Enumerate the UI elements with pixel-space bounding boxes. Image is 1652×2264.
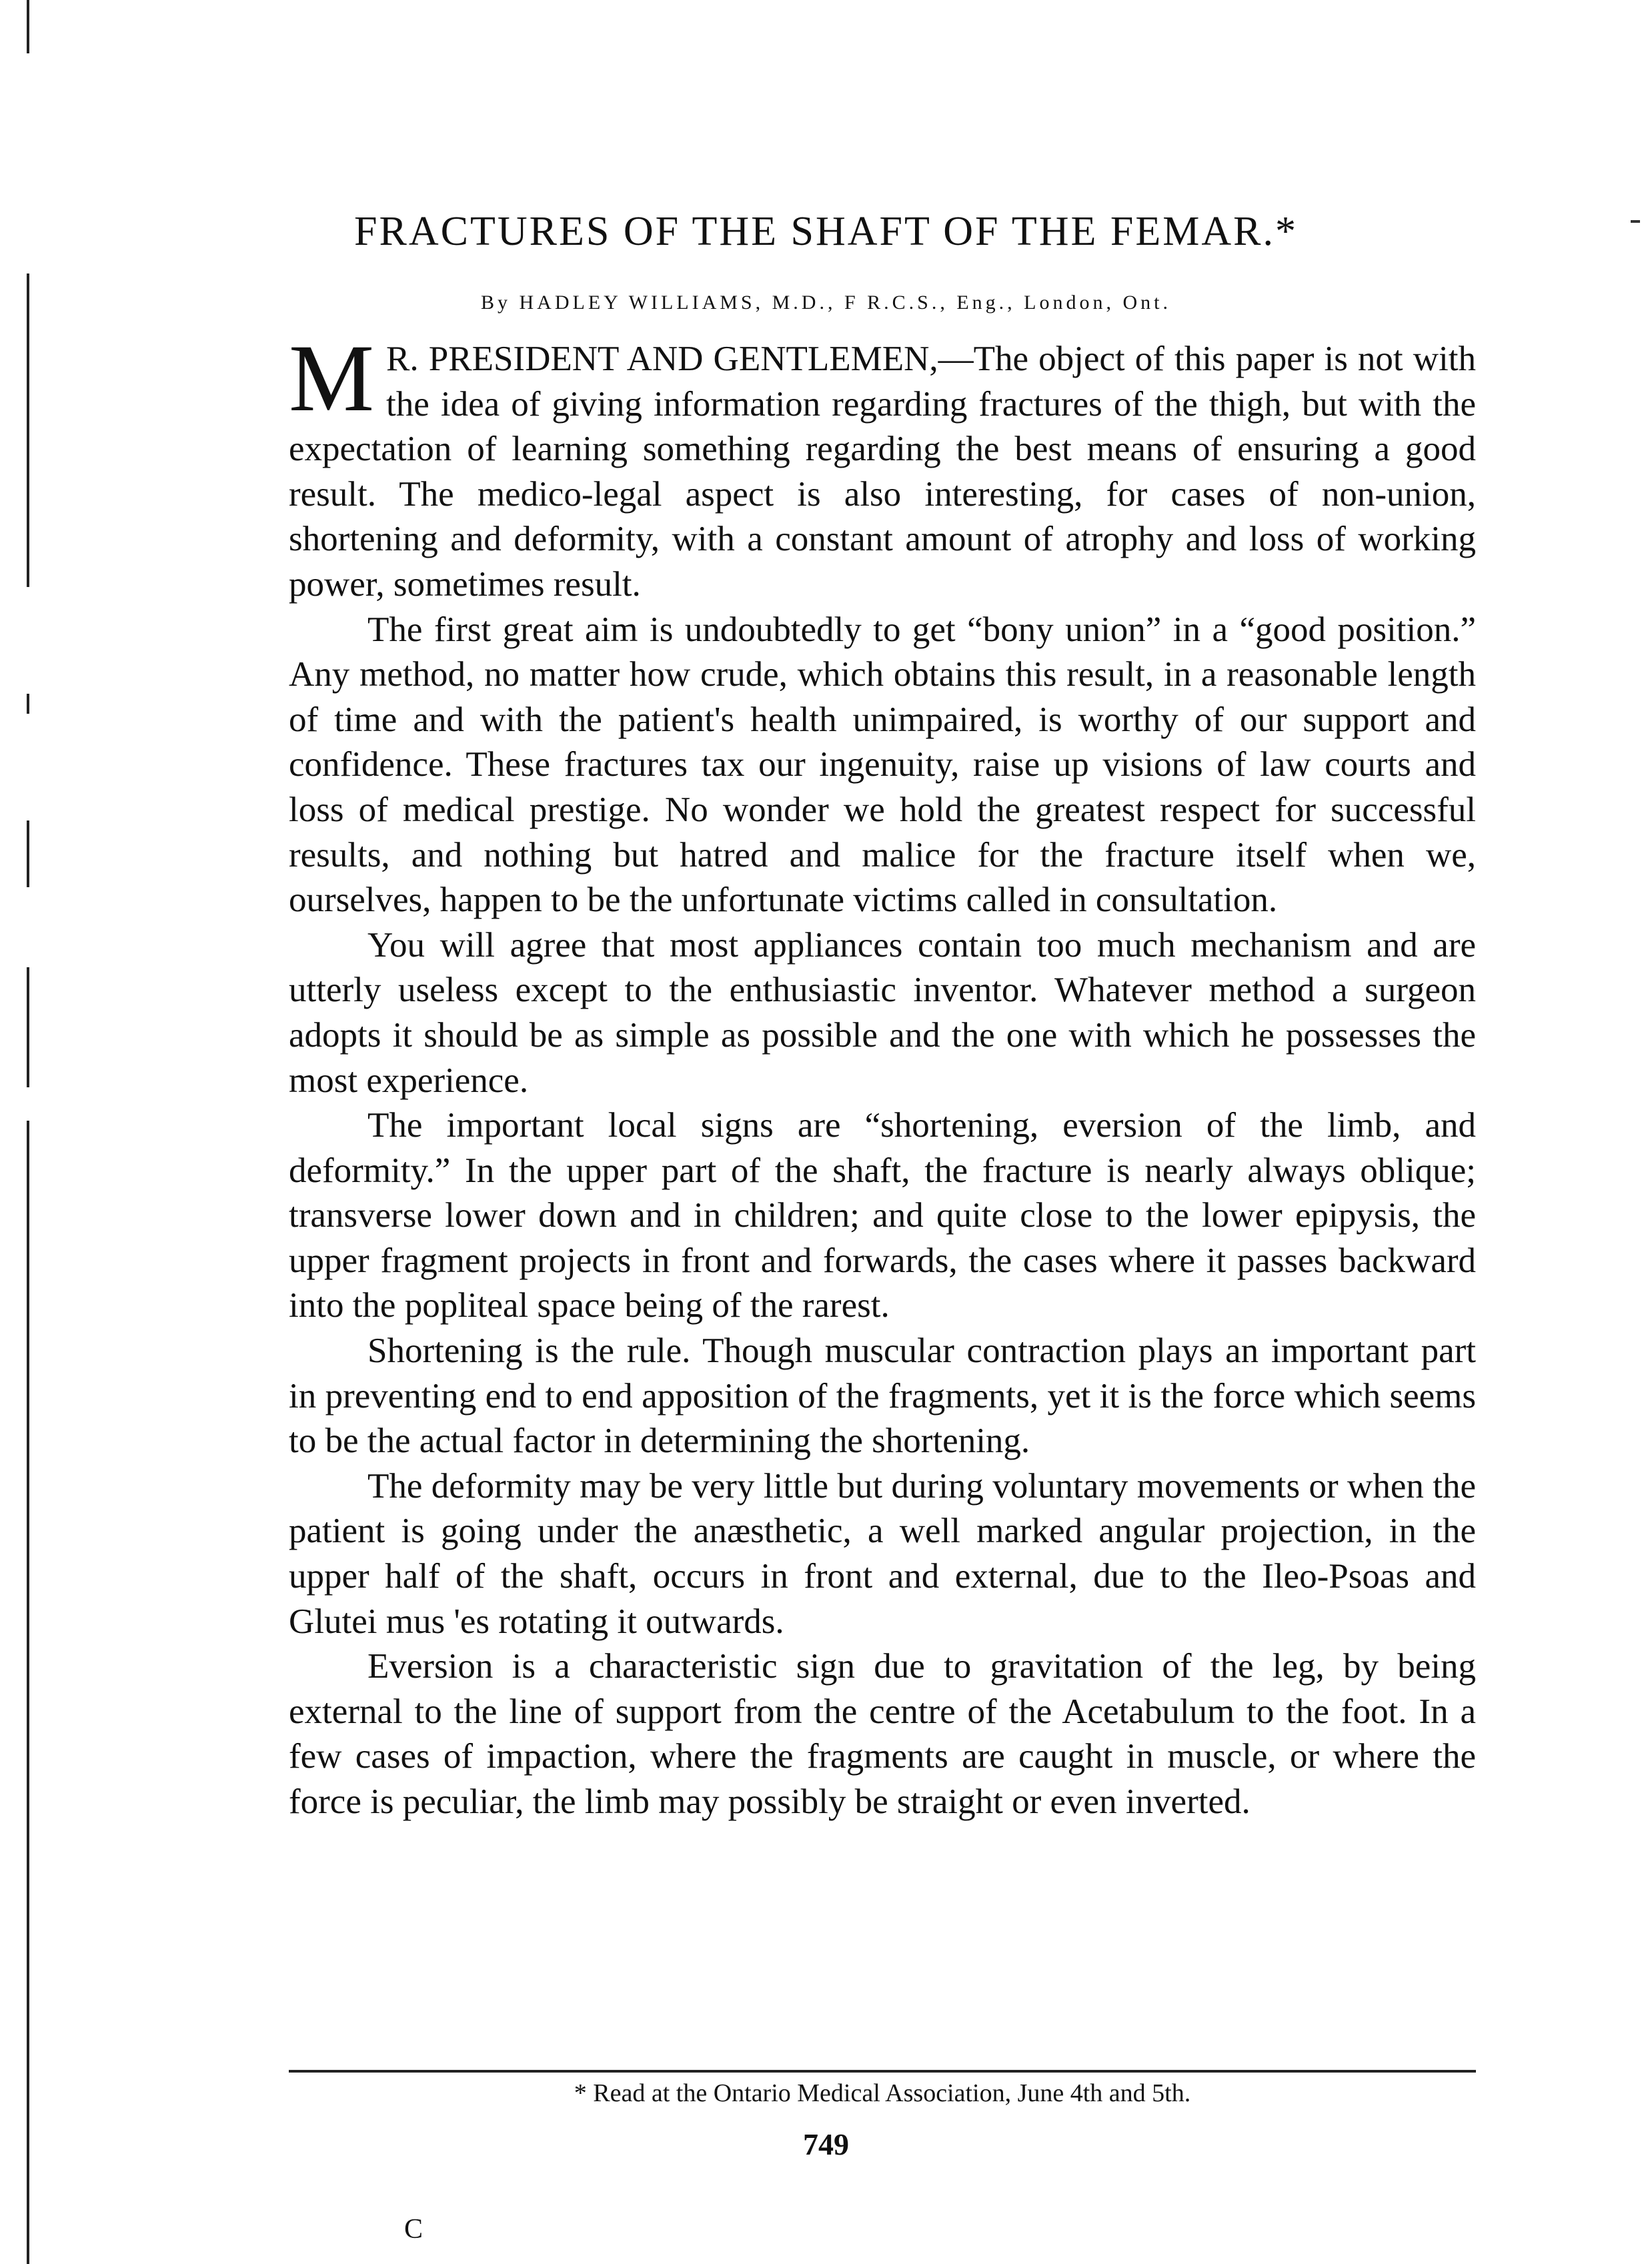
footnote: * Read at the Ontario Medical Association, June 4th and 5th. (574, 2079, 1191, 2107)
signature-mark: C (404, 2214, 424, 2245)
paragraph: Shortening is the rule. Though muscular contraction plays an important part in preventing end to end apposition of the fragments, yet it is the force which seems to be the actual factor in determining the shortening. (289, 1331, 1476, 1461)
scan-edge-mark (27, 694, 29, 714)
scan-edge-mark (27, 273, 29, 587)
paragraph: The deformity may be very little but during voluntary movements or when the patient is going under the anæsthetic, a well marked angular projection, in the upper half of the shaft, occurs in front and external, due to the Ileo-Psoas and Glutei mus 'es rotating it outwards. (289, 1466, 1476, 1641)
page-number: 749 (803, 2127, 849, 2161)
article-title: FRACTURES OF THE SHAFT OF THE FEMAR.* (354, 209, 1298, 254)
article-body (289, 326, 1476, 1825)
paragraph: The important local signs are “shortening, eversion of the limb, and deformity.” In the upper part of the shaft, the fracture is nearly always oblique; transverse lower down and in children; and quite close to the lower epipysis, the upper fragment projects in front and forwards, the cases where it passes backward into the popliteal space being of the rarest. (289, 1106, 1476, 1325)
scan-edge-mark (27, 0, 29, 53)
paragraph (289, 326, 1476, 608)
scan-edge-mark (27, 1121, 29, 2264)
scan-edge-mark (27, 820, 29, 887)
paragraph: You will agree that most appliances contain too much mechanism and are utterly useless except to the enthusiastic inventor. Whatever method a surgeon adopts it should be as simple as possible and the one with which he possesses the most experience. (289, 925, 1476, 1100)
paragraph: Eversion is a characteristic sign due to gravitation of the leg, by being external to the line of support from the centre of the Acetabulum to the foot. In a few cases of impaction, where the fragments are caught in muscle, or where the force is peculiar, the limb may possibly be straight or even inverted. (289, 1647, 1476, 1821)
paragraph: The first great aim is undoubtedly to get “bony union” in a “good position.” Any method, no matter how crude, which obtains this result, in a reasonable length of time and with the patient's health unimpaired, is worthy of our support and confidence. These fractures tax our ingenuity, raise up visions of law courts and loss of medical prestige. No wonder we hold the greatest respect for successful results, and nothing but hatred and malice for the fracture itself when we, ourselves, happen to be the unfortunate victims called in consultation. (289, 610, 1476, 920)
drop-cap: M (289, 326, 375, 432)
author-byline: By HADLEY WILLIAMS, M.D., F R.C.S., Eng., London, Ont. (480, 292, 1171, 314)
paragraph-text: R. PRESIDENT AND GENTLEMEN,—The object of this paper is not with the idea of giving information regarding fractures of the thigh, but with the expectation of learning something regarding the best means of ensuring a good result. The medico-legal aspect is also interesting, for cases of non-union, shortening and deformity, with a constant amount of atrophy and loss of working power, sometimes result. (289, 340, 1476, 604)
scan-edge-mark (27, 967, 29, 1087)
footnote-divider (289, 2070, 1476, 2073)
